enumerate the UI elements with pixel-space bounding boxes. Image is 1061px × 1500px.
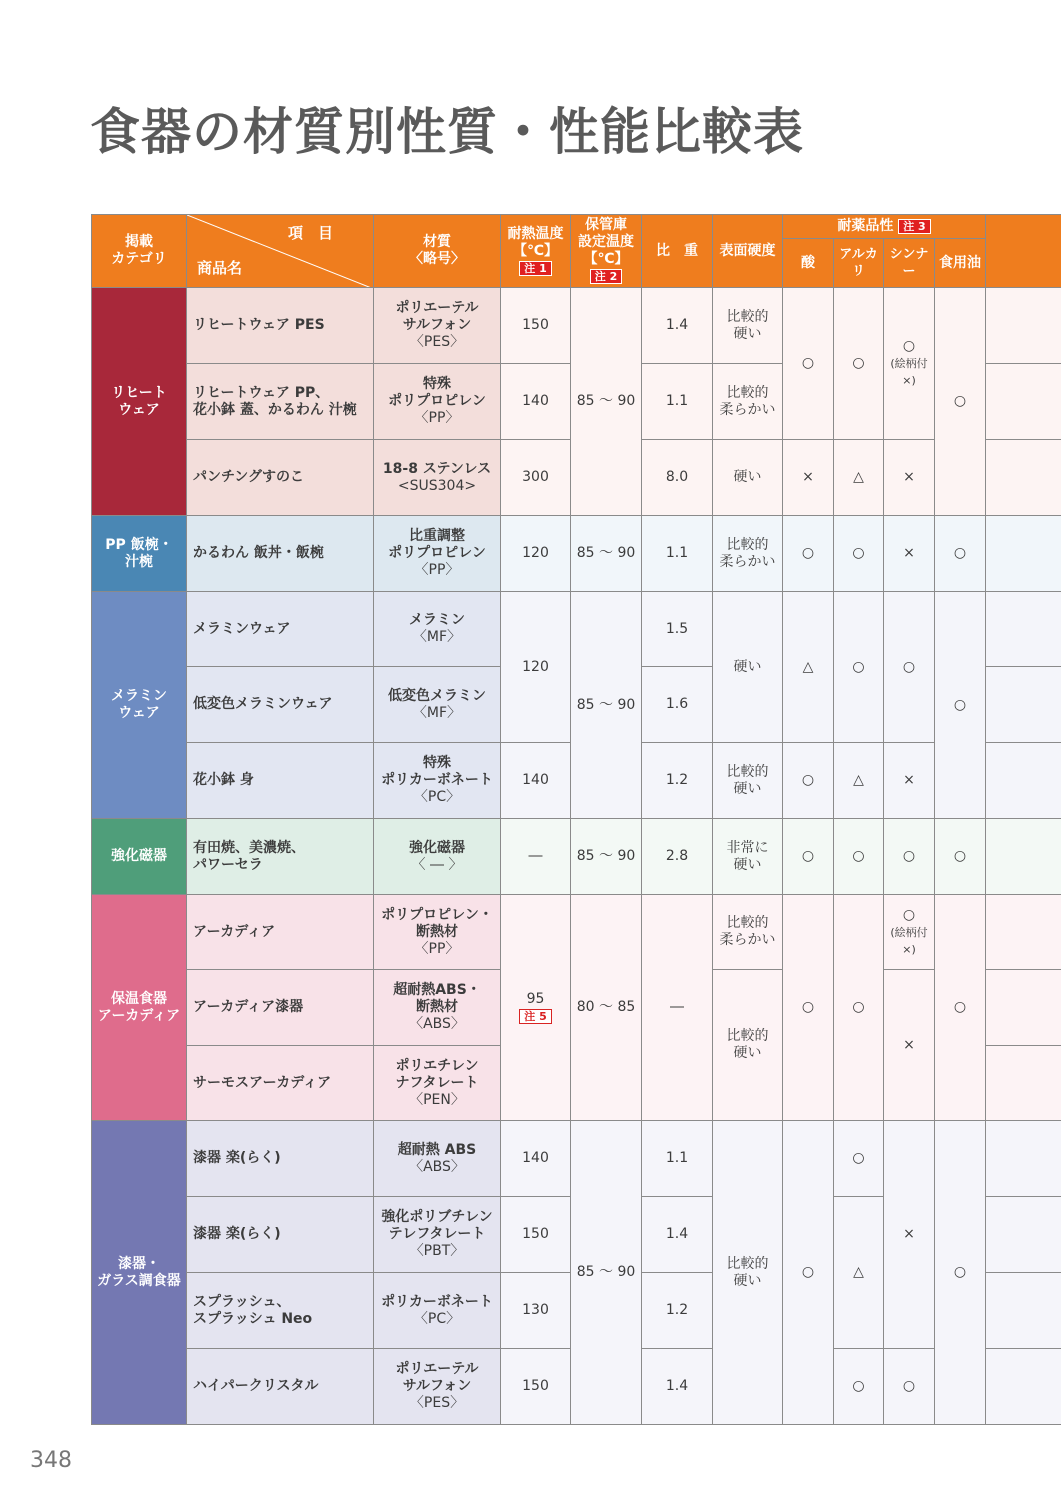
note-2-badge: 注 2	[590, 269, 622, 284]
product-name: パンチングすのこ	[187, 440, 374, 516]
blank-cell	[986, 970, 1061, 1046]
product-name: メラミンウェア	[187, 592, 374, 667]
hardness-value: 非常に 硬い	[713, 819, 783, 895]
acid-value: ×	[783, 440, 834, 516]
heat-value: 140	[501, 743, 571, 819]
table-row	[92, 288, 1061, 364]
hardness-value: 比較的 硬い	[713, 288, 783, 364]
product-name: 漆器 楽(らく)	[187, 1197, 374, 1273]
heat-value: 95 注 5	[501, 895, 571, 1121]
heat-value: 150	[501, 1349, 571, 1425]
gravity-value: 1.4	[642, 1197, 713, 1273]
header-oil: 食用油	[935, 239, 986, 288]
material-cell: 強化磁器 〈 ― 〉	[374, 819, 501, 895]
category-cell: 保温食器 アーカディア	[92, 895, 187, 1121]
product-name: かるわん 飯丼・飯椀	[187, 516, 374, 592]
material-cell: ポリエーテル サルフォン 〈PES〉	[374, 288, 501, 364]
heat-value: 130	[501, 1273, 571, 1349]
product-name: サーモスアーカディア	[187, 1046, 374, 1121]
gravity-value: ―	[642, 895, 713, 1121]
thinner-value: ○ (絵柄付×)	[884, 895, 935, 970]
alkali-value: △	[834, 1197, 884, 1349]
header-acid: 酸	[783, 239, 834, 288]
table-row	[92, 516, 1061, 592]
thinner-value: ×	[884, 516, 935, 592]
material-cell: 強化ポリブチレン テレフタレート 〈PBT〉	[374, 1197, 501, 1273]
thinner-value: ×	[884, 970, 935, 1121]
blank-cell	[986, 667, 1061, 743]
material-cell: ポリプロピレン・ 断熱材 〈PP〉	[374, 895, 501, 970]
blank-cell	[986, 1121, 1061, 1197]
category-cell: リヒート ウェア	[92, 288, 187, 516]
hardness-value: 比較的 硬い	[713, 743, 783, 819]
heat-value: 150	[501, 1197, 571, 1273]
category-cell: 漆器・ ガラス調食器	[92, 1121, 187, 1425]
blank-cell	[986, 288, 1061, 364]
header-blank	[986, 215, 1061, 288]
thinner-value: ○	[884, 1349, 935, 1425]
material-cell: ポリカーボネート 〈PC〉	[374, 1273, 501, 1349]
header-hardness: 表面硬度	[713, 215, 783, 288]
storage-value: 85 ～ 90	[571, 592, 642, 819]
acid-value: ○	[783, 819, 834, 895]
thinner-value: ×	[884, 1121, 935, 1349]
note-3-badge: 注 3	[898, 219, 930, 234]
alkali-value: △	[834, 440, 884, 516]
material-cell: 比重調整 ポリプロピレン 〈PP〉	[374, 516, 501, 592]
material-cell: 特殊 ポリプロピレン 〈PP〉	[374, 364, 501, 440]
blank-cell	[986, 1197, 1061, 1273]
oil-value: ○	[935, 819, 986, 895]
hardness-value: 比較的 柔らかい	[713, 516, 783, 592]
alkali-value: ○	[834, 819, 884, 895]
hardness-value: 比較的 硬い	[713, 970, 783, 1121]
oil-value: ○	[935, 288, 986, 516]
header-product: 商品名	[197, 259, 243, 277]
table-row	[92, 819, 1061, 895]
material-cell: 超耐熱ABS・ 断熱材 〈ABS〉	[374, 970, 501, 1046]
gravity-value: 1.1	[642, 364, 713, 440]
alkali-value: ○	[834, 288, 884, 440]
heat-value: 140	[501, 1121, 571, 1197]
blank-cell	[986, 592, 1061, 667]
gravity-value: 1.4	[642, 288, 713, 364]
gravity-value: 1.2	[642, 1273, 713, 1349]
blank-cell	[986, 364, 1061, 440]
blank-cell	[986, 516, 1061, 592]
hardness-value: 比較的 硬い	[713, 1121, 783, 1425]
hardness-value: 比較的 柔らかい	[713, 895, 783, 970]
header-gravity: 比 重	[642, 215, 713, 288]
category-cell: 強化磁器	[92, 819, 187, 895]
header-category: 掲載 カテゴリ	[92, 215, 187, 288]
acid-value: ○	[783, 743, 834, 819]
alkali-value: ○	[834, 1121, 884, 1197]
header-storage: 保管庫 設定温度 【℃】 注 2	[571, 215, 642, 288]
gravity-value: 1.4	[642, 1349, 713, 1425]
header-item-product	[187, 215, 374, 288]
heat-value: 150	[501, 288, 571, 364]
material-cell: 18-8 ステンレス <SUS304>	[374, 440, 501, 516]
material-cell: 特殊 ポリカーボネート 〈PC〉	[374, 743, 501, 819]
table-row	[92, 592, 1061, 667]
thinner-value: ×	[884, 743, 935, 819]
page-title: 食器の材質別性質・性能比較表	[90, 103, 804, 161]
alkali-value: ○	[834, 592, 884, 743]
gravity-value: 2.8	[642, 819, 713, 895]
hardness-value: 硬い	[713, 592, 783, 743]
oil-value: ○	[935, 895, 986, 1121]
alkali-value: ○	[834, 1349, 884, 1425]
heat-value: 120	[501, 516, 571, 592]
material-cell: 低変色メラミン 〈MF〉	[374, 667, 501, 743]
heat-value: 120	[501, 592, 571, 743]
product-name: アーカディア	[187, 895, 374, 970]
header-thinner: シンナー	[884, 239, 935, 288]
storage-value: 80 ～ 85	[571, 895, 642, 1121]
blank-cell	[986, 1349, 1061, 1425]
alkali-value: ○	[834, 516, 884, 592]
material-cell: 超耐熱 ABS 〈ABS〉	[374, 1121, 501, 1197]
product-name: スプラッシュ、 スプラッシュ Neo	[187, 1273, 374, 1349]
gravity-value: 8.0	[642, 440, 713, 516]
note-1-badge: 注 1	[519, 261, 551, 276]
blank-cell	[986, 1273, 1061, 1349]
blank-cell	[986, 895, 1061, 970]
oil-value: ○	[935, 1121, 986, 1425]
table-row	[92, 895, 1061, 970]
acid-value: △	[783, 592, 834, 743]
oil-value: ○	[935, 592, 986, 819]
acid-value: ○	[783, 516, 834, 592]
alkali-value: ○	[834, 895, 884, 1121]
gravity-value: 1.6	[642, 667, 713, 743]
product-name: リヒートウェア PP、 花小鉢 蓋、かるわん 汁椀	[187, 364, 374, 440]
blank-cell	[986, 743, 1061, 819]
blank-cell	[986, 1046, 1061, 1121]
product-name: ハイパークリスタル	[187, 1349, 374, 1425]
storage-value: 85 ～ 90	[571, 516, 642, 592]
heat-value: ―	[501, 819, 571, 895]
hardness-value: 硬い	[713, 440, 783, 516]
header-item: 項 目	[287, 224, 333, 242]
header-material: 材質 〈略号〉	[374, 215, 501, 288]
gravity-value: 1.2	[642, 743, 713, 819]
hardness-value: 比較的 柔らかい	[713, 364, 783, 440]
material-cell: メラミン 〈MF〉	[374, 592, 501, 667]
product-name: アーカディア漆器	[187, 970, 374, 1046]
category-cell: PP 飯椀・ 汁椀	[92, 516, 187, 592]
header-chem: 耐薬品性 注 3	[783, 215, 986, 239]
oil-value: ○	[935, 516, 986, 592]
note-5-badge: 注 5	[519, 1009, 551, 1024]
thinner-value: ○	[884, 592, 935, 743]
category-cell: メラミン ウェア	[92, 592, 187, 819]
product-name: リヒートウェア PES	[187, 288, 374, 364]
acid-value: ○	[783, 288, 834, 440]
storage-value: 85 ～ 90	[571, 1121, 642, 1425]
alkali-value: △	[834, 743, 884, 819]
product-name: 花小鉢 身	[187, 743, 374, 819]
blank-cell	[986, 819, 1061, 895]
storage-value: 85 ～ 90	[571, 288, 642, 516]
table-row	[92, 1121, 1061, 1197]
thinner-value: ○	[884, 819, 935, 895]
product-name: 低変色メラミンウェア	[187, 667, 374, 743]
blank-cell	[986, 440, 1061, 516]
material-cell: ポリエチレン ナフタレート 〈PEN〉	[374, 1046, 501, 1121]
heat-value: 140	[501, 364, 571, 440]
product-name: 有田焼、美濃焼、 パワーセラ	[187, 819, 374, 895]
thinner-value: ×	[884, 440, 935, 516]
thinner-value: ○ (絵柄付×)	[884, 288, 935, 440]
gravity-value: 1.1	[642, 1121, 713, 1197]
comparison-table	[91, 214, 1061, 1425]
acid-value: ○	[783, 895, 834, 1121]
heat-value: 300	[501, 440, 571, 516]
header-alkali: アルカリ	[834, 239, 884, 288]
page-number: 348	[30, 1448, 72, 1473]
storage-value: 85 ～ 90	[571, 819, 642, 895]
product-name: 漆器 楽(らく)	[187, 1121, 374, 1197]
gravity-value: 1.5	[642, 592, 713, 667]
header-heat: 耐熱温度 【℃】 注 1	[501, 215, 571, 288]
gravity-value: 1.1	[642, 516, 713, 592]
material-cell: ポリエーテル サルフォン 〈PES〉	[374, 1349, 501, 1425]
acid-value: ○	[783, 1121, 834, 1425]
